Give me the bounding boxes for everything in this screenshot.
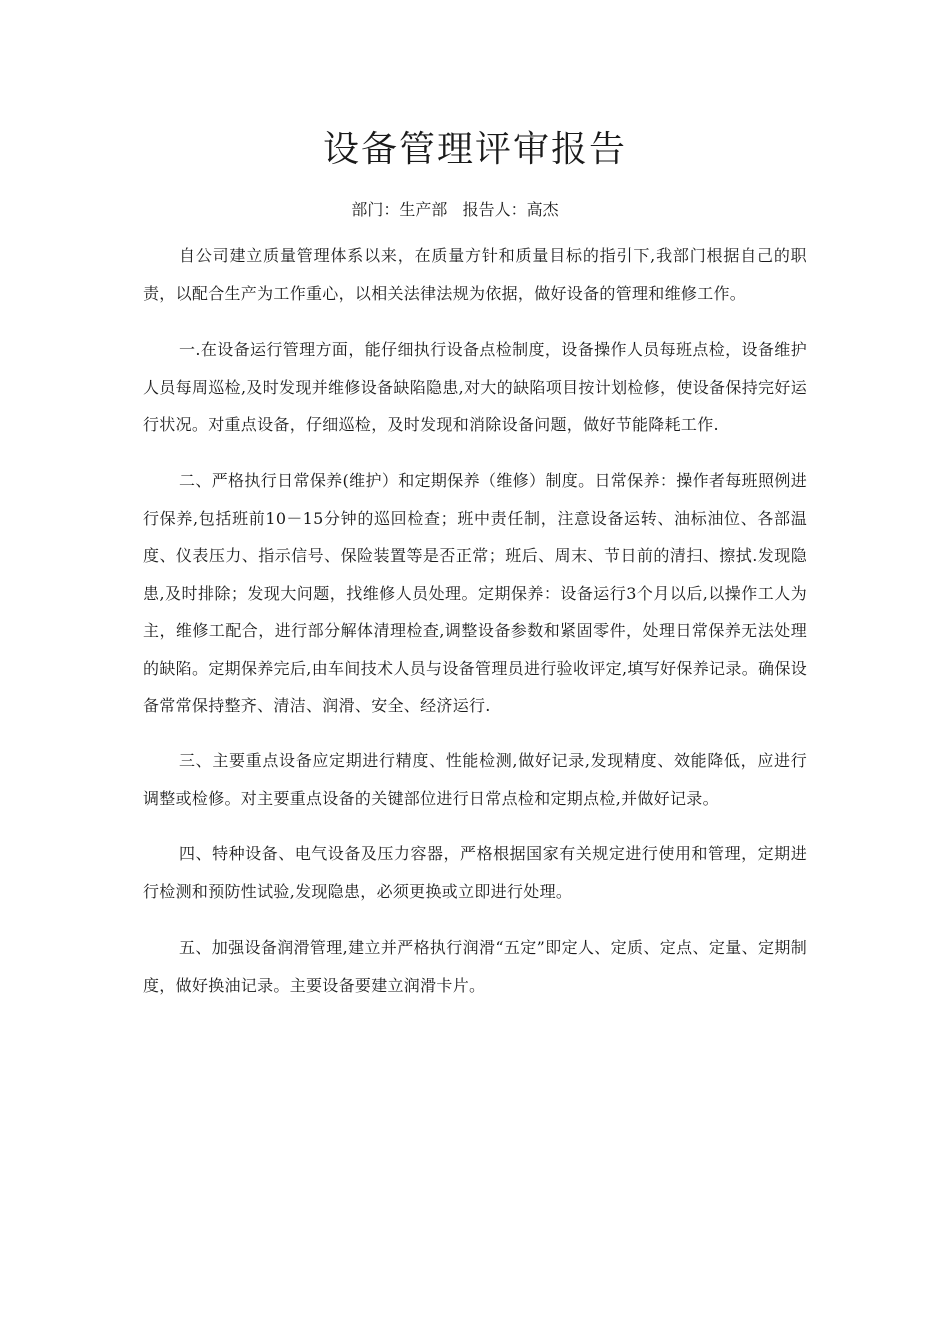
document-title: 设备管理评审报告 <box>322 129 627 170</box>
meta-separator <box>447 200 462 219</box>
paragraph-section-5: 五、加强设备润滑管理,建立并严格执行润滑“五定”即定人、定质、定点、定量、定期制度，做好换油记录。主要设备要建立润滑卡片。 <box>143 938 807 995</box>
department-label: 部门： <box>351 200 400 219</box>
paragraph-section-2: 二、严格执行日常保养(维护）和定期保养（维修）制度。日常保养：操作者每班照例进行保养,包括班前10－15分钟的巡回检查；班中责任制，注意设备运转、油标油位、各部温度、仪表压力、指示信号、保险装置等是否正常；班后、周末、节日前的清扫、擦拭.发现隐患,及时排除；发现大问题，找维修人员处理。定期保养：设备运行3个月以后,以操作工人为主，维修工配合，进行部分解体清理检查,调整设备参数和紧固零件，处理日常保养无法处理的缺陷。定期保养完后,由车间技术人员与设备管理员进行验收评定,填写好保养记录。确保设备常常保持整齐、清洁、润滑、安全、经济运行. <box>143 471 807 715</box>
reporter-value: 高杰 <box>526 200 559 219</box>
paragraph-section-3: 三、主要重点设备应定期进行精度、性能检测,做好记录,发现精度、效能降低，应进行调整或检修。对主要重点设备的关键部位进行日常点检和定期点检,并做好记录。 <box>143 751 807 808</box>
document-meta <box>0 196 910 224</box>
paragraph-section-4: 四、特种设备、电气设备及压力容器，严格根据国家有关规定进行使用和管理，定期进行检测和预防性试验,发现隐患，必须更换或立即进行处理。 <box>143 844 807 901</box>
department-value: 生产部 <box>399 200 448 219</box>
paragraph-intro: 自公司建立质量管理体系以来，在质量方针和质量目标的指引下,我部门根据自己的职责，以配合生产为工作重心，以相关法律法规为依据，做好设备的管理和维修工作。 <box>143 246 807 303</box>
reporter-label: 报告人： <box>462 200 527 219</box>
paragraph-section-1: 一.在设备运行管理方面，能仔细执行设备点检制度，设备操作人员每班点检，设备维护人员每周巡检,及时发现并维修设备缺陷隐患,对大的缺陷项目按计划检修，使设备保持完好运行状况。对重点设备，仔细巡检，及时发现和消除设备问题，做好节能降耗工作. <box>143 340 807 434</box>
